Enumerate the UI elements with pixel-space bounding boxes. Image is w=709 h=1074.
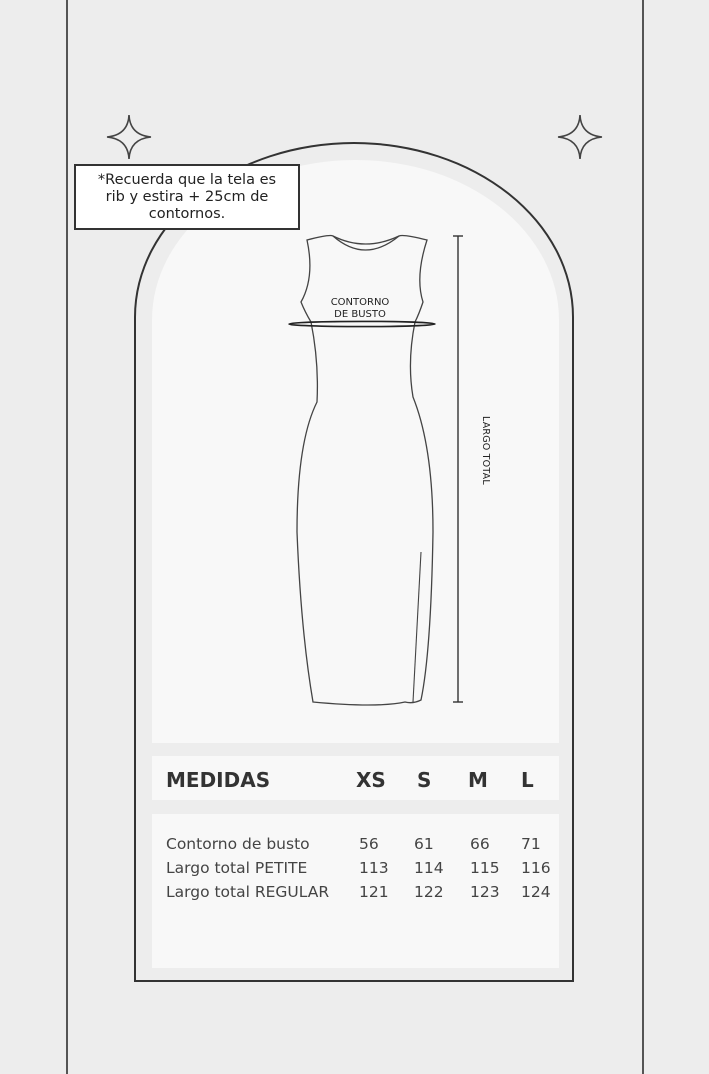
table-cell: 61	[414, 835, 434, 853]
fabric-note	[74, 164, 300, 230]
size-header-m: M	[468, 768, 488, 792]
sparkle-icon	[105, 113, 153, 161]
table-cell: 114	[414, 859, 444, 877]
table-cell: 113	[359, 859, 389, 877]
length-label: LARGO TOTAL	[480, 416, 491, 485]
note-line-3: contornos.	[148, 206, 226, 222]
table-cell: 71	[521, 835, 541, 853]
frame-line-right	[642, 0, 644, 1074]
row-label: Largo total PETITE	[166, 859, 308, 877]
slit-line	[413, 552, 421, 702]
size-header-l: L	[521, 768, 534, 792]
table-cell: 121	[359, 883, 389, 901]
table-title: MEDIDAS	[166, 768, 271, 792]
bust-label	[322, 297, 398, 321]
table-cell: 56	[359, 835, 379, 853]
row-label: Contorno de busto	[166, 835, 310, 853]
size-header-s: S	[417, 768, 432, 792]
table-cell: 124	[521, 883, 551, 901]
note-line-2: rib y estira + 25cm de	[105, 189, 269, 205]
note-line-1: *Recuerda que la tela es	[97, 172, 277, 188]
frame-line-left	[66, 0, 68, 1074]
row-label: Largo total REGULAR	[166, 883, 330, 901]
table-cell: 115	[470, 859, 500, 877]
bust-label-line-2: DE BUSTO	[334, 309, 386, 320]
bust-label-line-1: CONTORNO	[330, 297, 390, 308]
sparkle-icon	[556, 113, 604, 161]
table-cell: 116	[521, 859, 551, 877]
table-cell: 66	[470, 835, 490, 853]
size-header-xs: XS	[356, 768, 386, 792]
table-cell: 123	[470, 883, 500, 901]
table-cell: 122	[414, 883, 444, 901]
